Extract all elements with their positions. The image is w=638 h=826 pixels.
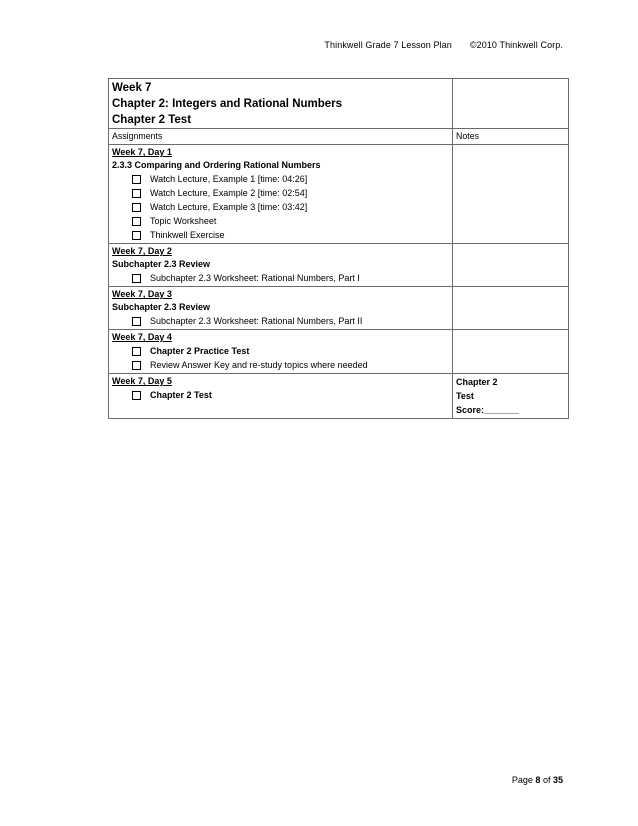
day5-notes-cell [453,374,569,419]
test-title: Chapter 2 Test [112,114,192,126]
day-label: Week 7, Day 2 [112,246,172,256]
list-item: Subchapter 2.3 Worksheet: Rational Numbers, Part I [112,271,449,285]
lesson-plan-title: Thinkwell Grade 7 Lesson Plan [324,40,452,50]
day4-cell [109,330,453,374]
checkbox-icon[interactable] [132,175,141,184]
day5-cell [109,374,453,419]
score-field: Score:_______ [456,405,520,415]
day-label: Week 7, Day 5 [112,376,172,386]
table-row [109,330,569,374]
checkbox-icon[interactable] [132,231,141,240]
checkbox-icon[interactable] [132,217,141,226]
day4-notes-cell [453,330,569,374]
list-item: Chapter 2 Practice Test [112,344,449,358]
page-total: 35 [552,775,563,785]
table-row [109,287,569,330]
table-title-row [109,79,569,129]
day3-cell [109,287,453,330]
title-notes-cell [453,79,569,129]
day3-notes-cell [453,287,569,330]
list-item: Thinkwell Exercise [112,228,449,242]
page-footer [512,775,563,785]
page-header [324,40,563,50]
notes-header: Notes [453,129,569,145]
checkbox-icon[interactable] [132,203,141,212]
day-subtitle: 2.3.3 Comparing and Ordering Rational Numbers [112,160,321,170]
table-row [109,145,569,244]
day-subtitle: Subchapter 2.3 Review [112,259,211,269]
list-item: Subchapter 2.3 Worksheet: Rational Numbers, Part II [112,314,449,328]
chapter-title: Chapter 2: Integers and Rational Numbers [112,98,343,110]
list-item: Watch Lecture, Example 1 [time: 04:26] [112,172,449,186]
day-label: Week 7, Day 4 [112,332,172,342]
list-item: Review Answer Key and re-study topics where needed [112,358,449,372]
column-header-row [109,129,569,145]
list-item: Chapter 2 Test [112,388,449,402]
note-line: Chapter 2 [456,377,498,387]
day-label: Week 7, Day 1 [112,147,172,157]
assignments-header: Assignments [109,129,453,145]
page-number: 8 [535,775,541,785]
lesson-plan-table [108,78,569,419]
day-subtitle: Subchapter 2.3 Review [112,302,211,312]
of-label: of [542,775,551,785]
table-row [109,244,569,287]
list-item: Watch Lecture, Example 3 [time: 03:42] [112,200,449,214]
checkbox-icon[interactable] [132,347,141,356]
checkbox-icon[interactable] [132,391,141,400]
title-cell [109,79,453,129]
checkbox-icon[interactable] [132,317,141,326]
table-row [109,374,569,419]
checkbox-icon[interactable] [132,274,141,283]
checkbox-icon[interactable] [132,189,141,198]
note-line: Test [456,391,474,401]
day1-notes-cell [453,145,569,244]
list-item: Topic Worksheet [112,214,449,228]
list-item: Watch Lecture, Example 2 [time: 02:54] [112,186,449,200]
day1-cell [109,145,453,244]
week-title: Week 7 [112,82,152,94]
checkbox-icon[interactable] [132,361,141,370]
day2-notes-cell [453,244,569,287]
day2-cell [109,244,453,287]
copyright-text: ©2010 Thinkwell Corp. [469,40,563,50]
day-label: Week 7, Day 3 [112,289,172,299]
page-label: Page [511,775,533,785]
